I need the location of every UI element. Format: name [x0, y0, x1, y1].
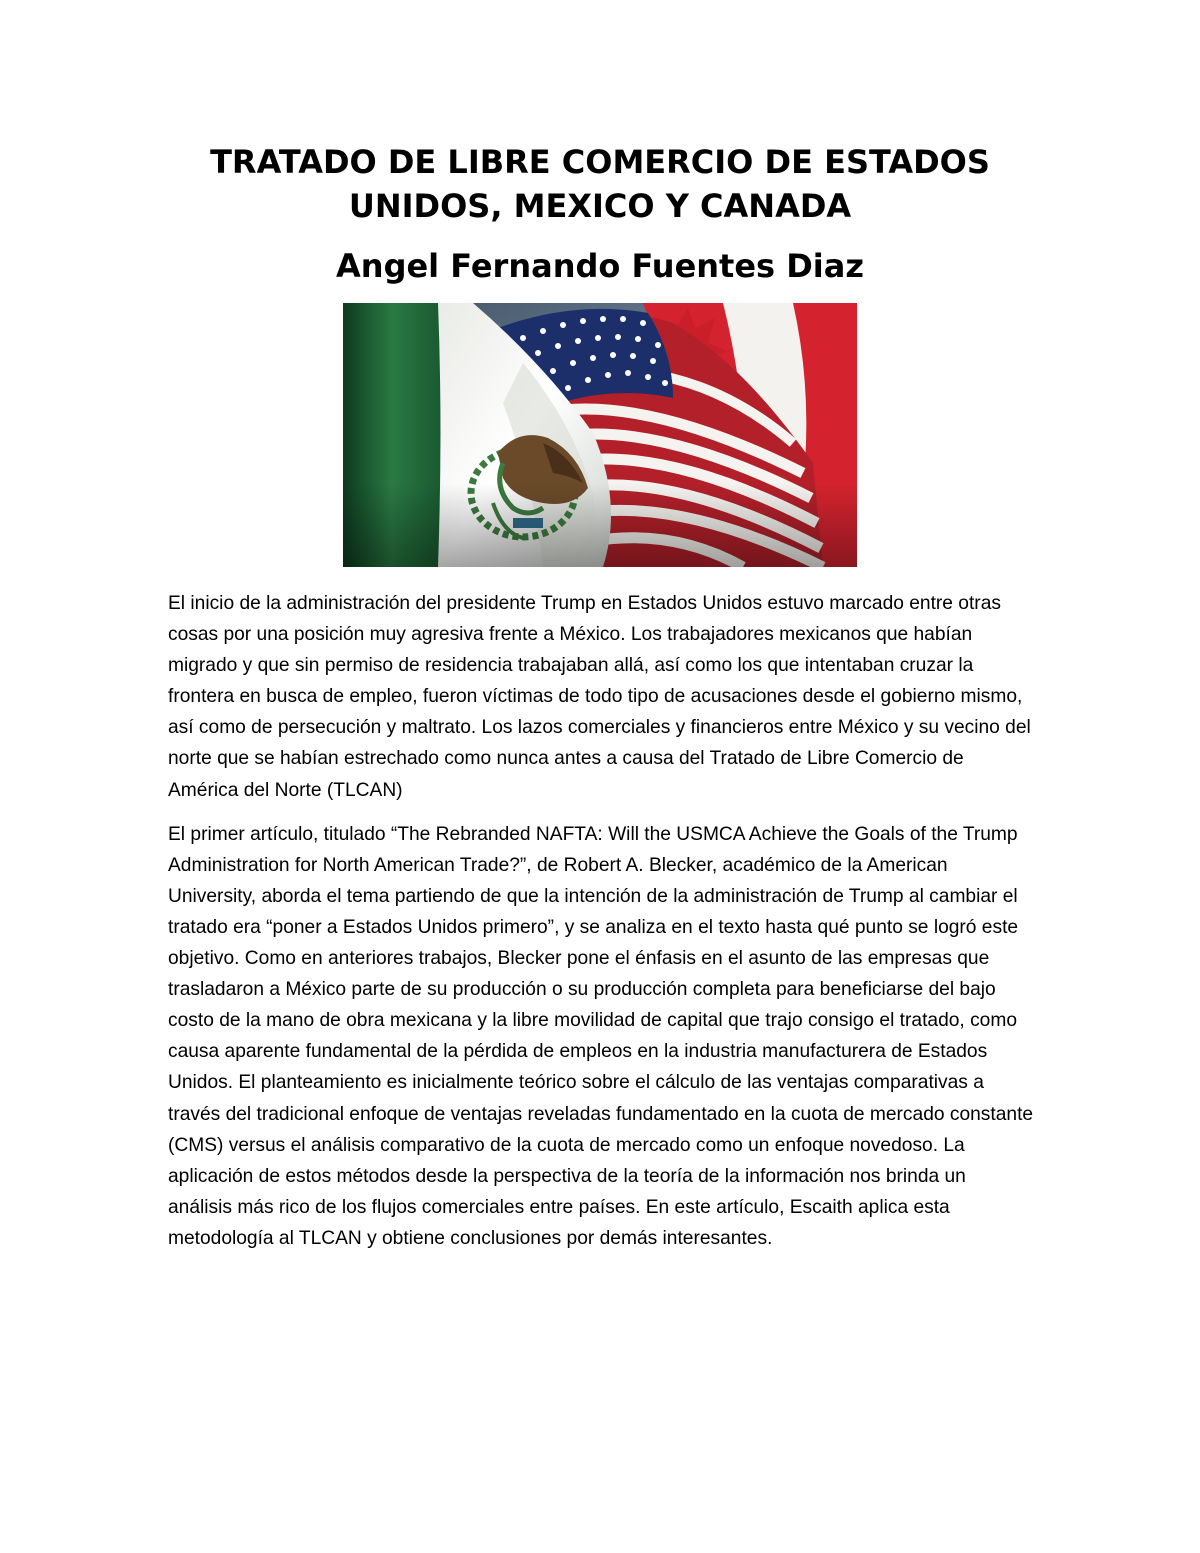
flags-image [343, 303, 857, 567]
document-author: Angel Fernando Fuentes Diaz [336, 247, 864, 285]
document-body [168, 588, 1034, 1267]
document-title: TRATADO DE LIBRE COMERCIO DE ESTADOS UNIDOS, MEXICO Y CANADA [210, 143, 990, 225]
flags-illustration [343, 303, 857, 567]
paragraph-1: El inicio de la administración del presidente Trump en Estados Unidos estuvo marcado entre otras cosas por una posición muy agresiva frente a México. Los trabajadores mexicanos que habían migrado y que sin permiso de residencia trabajaban allá, así como los que intentaban cruzar la frontera en busca de empleo, fueron víctimas de todo tipo de acusaciones desde el gobierno mismo, así como de persecución y maltrato. Los lazos comerciales y financieros entre México y su vecino del norte que se habían estrechado como nunca antes a causa del Tratado de Libre Comercio de América del Norte (TLCAN) [168, 593, 1031, 801]
paragraph-2: El primer artículo, titulado “The Rebranded NAFTA: Will the USMCA Achieve the Goals of the Trump Administration for North American Trade?”, de Robert A. Blecker, académico de la American University, aborda el tema partiendo de que la intención de la administración de Trump al cambiar el tratado era “poner a Estados Unidos primero”, y se analiza en el texto hasta qué punto se logró este objetivo. Como en anteriores trabajos, Blecker pone el énfasis en el asunto de las empresas que trasladaron a México parte de su producción o su producción completa para beneficiarse del bajo costo de la mano de obra mexicana y la libre movilidad de capital que trajo consigo el tratado, como causa aparente fundamental de la pérdida de empleos en la industria manufacturera de Estados Unidos. El planteamiento es inicialmente teórico sobre el cálculo de las ventajas comparativas a través del tradicional enfoque de ventajas reveladas fundamentado en la cuota de mercado constante (CMS) versus el análisis comparativo de la cuota de mercado como un enfoque novedoso. La aplicación de estos métodos desde la perspectiva de la teoría de la información nos brinda un análisis más rico de los flujos comerciales entre países. En este artículo, Escaith aplica esta metodología al TLCAN y obtiene conclusiones por demás interesantes. [168, 823, 1034, 1249]
